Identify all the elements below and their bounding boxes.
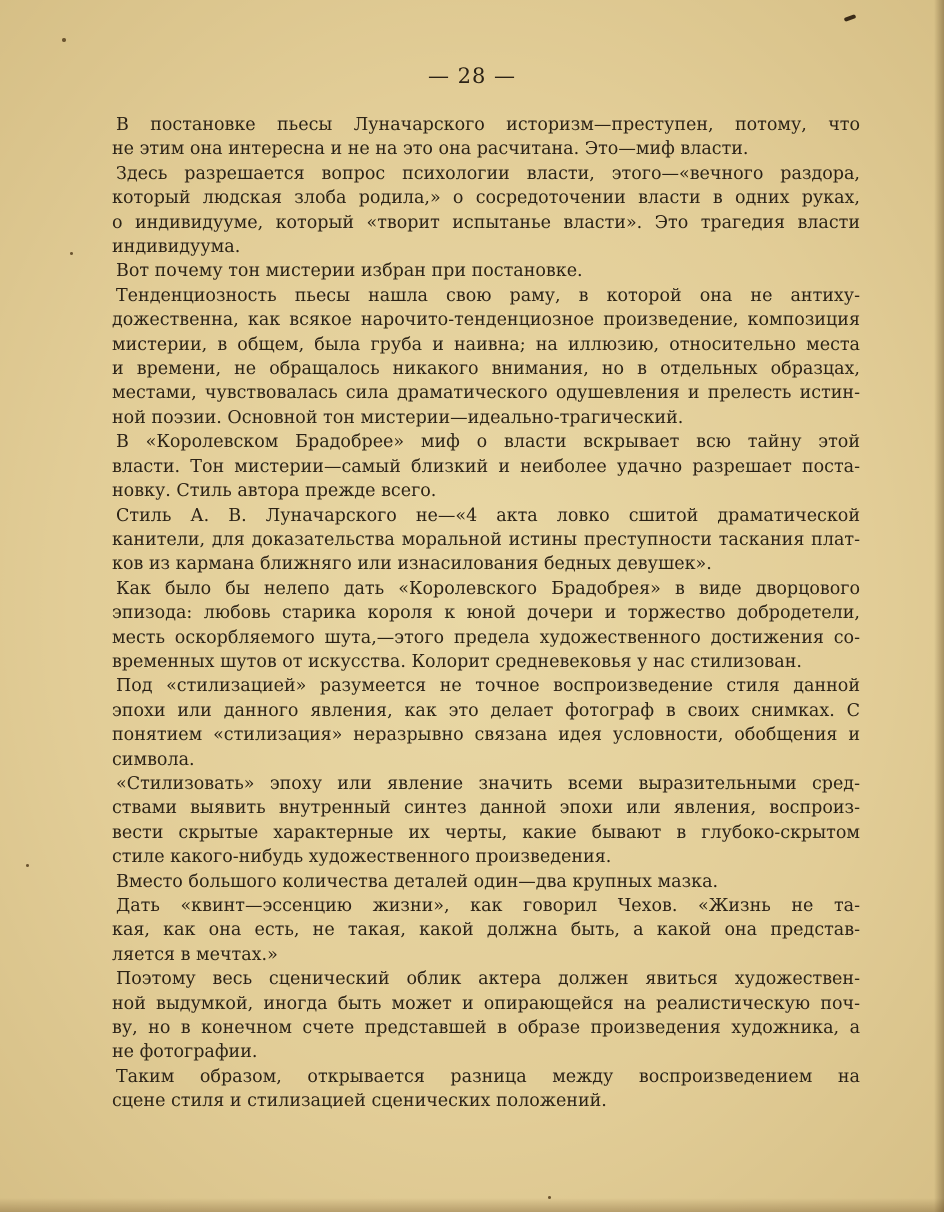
text-line: кая, как она есть, не такая, какой должна быть, а какой она представ- — [112, 920, 860, 941]
body-text — [112, 113, 860, 1114]
text-line: не этим она интересна и не на это она расчитана. Это—миф власти. — [112, 139, 749, 160]
text-line: местами, чувствовалась сила драматического одушевления и прелесть истин- — [112, 383, 860, 404]
paragraph-first-line: Поэтому весь сценический облик актера должен явиться художествен- — [116, 969, 860, 990]
paragraph-first-line: В «Королевском Брадобрее» миф о власти вскрывает всю тайну этой — [116, 432, 860, 453]
text-line: ву, но в конечном счете представшей в образе произведения художника, а — [112, 1018, 860, 1039]
text-line: ствами выявить внутренный синтез данной эпохи или явления, воспроиз- — [112, 798, 860, 819]
page-bottom-shadow — [0, 1198, 944, 1212]
paper-speck — [26, 864, 29, 867]
text-line: символа. — [112, 749, 195, 770]
paragraph-first-line: Тенденциозность пьесы нашла свою раму, в которой она не антиху- — [116, 285, 860, 306]
text-line: мистерии, в общем, была груба и наивна; на иллюзию, относительно места — [112, 334, 860, 355]
text-line: сцене стиля и стилизацией сценических положений. — [112, 1091, 607, 1112]
paragraph-first-line: Здесь разрешается вопрос психологии власти, этого—«вечного раздора, — [116, 163, 860, 184]
text-line: ной поэзии. Основной тон мистерии—идеально-трагический. — [112, 407, 684, 428]
text-line: ной выдумкой, иногда быть может и опирающейся на реалистическую поч- — [112, 993, 860, 1014]
text-line: стиле какого-нибудь художественного произведения. — [112, 847, 612, 868]
paragraph-first-line: Вместо большого количества деталей один—два крупных мазка. — [116, 871, 719, 892]
text-line: дожественна, как всякое нарочито-тенденциозное произведение, композиция — [112, 310, 860, 331]
text-line: индивидуума. — [112, 237, 241, 258]
paragraph-first-line: Под «стилизацией» разумеется не точное воспроизведение стиля данной — [116, 676, 860, 697]
text-line: новку. Стиль автора прежде всего. — [112, 481, 437, 502]
text-line: эпизода: любовь старика короля к юной дочери и торжество добродетели, — [112, 603, 860, 624]
text-line: власти. Тон мистерии—самый близкий и неиболее удачно разрешает поста- — [112, 456, 860, 477]
text-line: вести скрытые характерные их черты, какие бывают в глубоко-скрытом — [112, 822, 860, 843]
paragraph-first-line: Стиль А. В. Луначарского не—«4 акта ловко сшитой драматической — [116, 505, 860, 526]
paper-speck — [548, 1196, 551, 1199]
text-line: канители, для доказательства моральной истины преступности таскания плат- — [112, 529, 860, 550]
paragraph-first-line: Вот почему тон мистерии избран при постановке. — [116, 261, 583, 282]
text-line: ков из кармана ближняго или изнасилования бедных девушек». — [112, 554, 712, 575]
text-line: ляется в мечтах.» — [112, 944, 278, 965]
text-line: месть оскорбляемого шута,—этого предела художественного достижения со- — [112, 627, 860, 648]
paper-speck — [70, 252, 73, 255]
text-line: понятием «стилизация» неразрывно связана идея условности, обобщения и — [112, 725, 860, 746]
text-line: и времени, не обращалось никакого внимания, но в отдельных образцах, — [112, 359, 860, 380]
text-line: о индивидууме, который «творит испытанье власти». Это трагедия власти — [112, 212, 860, 233]
page-number: — 28 — — [427, 64, 517, 88]
text-line: не фотографии. — [112, 1042, 258, 1063]
paragraph-first-line: Таким образом, открывается разница между воспроизведением на — [116, 1066, 860, 1087]
page-edge-shadow — [934, 0, 944, 1212]
paragraph-first-line: В постановке пьесы Луначарского историзм—преступен, потому, что — [116, 115, 860, 135]
paragraph-first-line: Дать «квинт—эссенцию жизни», как говорил Чехов. «Жизнь не та- — [116, 896, 860, 916]
paragraph-first-line: «Стилизовать» эпоху или явление значить всеми выразительными сред- — [116, 773, 860, 794]
paragraph-first-line: Как было бы нелепо дать «Королевского Брадобрея» в виде дворцового — [116, 578, 860, 599]
text-line: временных шутов от искусства. Колорит средневековья у нас стилизован. — [112, 651, 802, 672]
text-line: эпохи или данного явления, как это делает фотограф в своих снимках. С — [112, 700, 860, 721]
paper-speck — [62, 38, 66, 42]
text-line: который людская злоба родила,» о сосредоточении власти в одних руках, — [112, 188, 860, 209]
